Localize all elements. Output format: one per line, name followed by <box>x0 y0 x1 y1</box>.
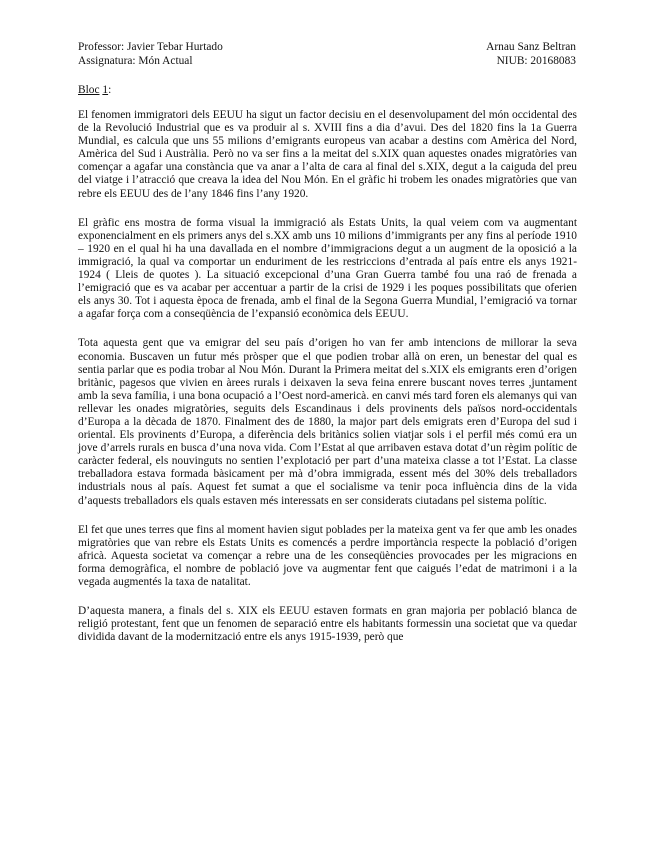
subject-line: Assignatura: Món Actual <box>78 55 193 67</box>
section-colon: : <box>108 84 112 96</box>
paragraph-3: Tota aquesta gent que va emigrar del seu país d’origen ho van fer amb intencions de millorar la seva economia. Buscaven un futur més pròsper que el que podien trobar allà on eren, un benestar del qual es sentia parlar que es podia trobar al Nou Món. Durant la Primera meitat del s.XIX els emigrants eren d’origen britànic, pagesos que vivien en àrees rurals i deixaven la seva feina enrere buscant noves terres ,juntament amb la seva família, i una bona ocupació a l’Oest nord-americà. en canvi més tard foren els alemanys qui van rellevar les onades migratòries, seguits dels Escandinaus i dels provinents dels països nord-occidentals d’Europa a la dècada de 1870. Finalment des de 1880, la major part dels emigrats eren d’Europa del sud i oriental. Els provinents d’Europa, a diferència dels britànics solien viatjar sols i el perfil més comú era un jove d’arrels rurals en busca d’una nova vida. Com l’Estat al que arribaven estava dotat d’un règim polític de caràcter federal, els nouvinguts no sentien l’explotació per part d’una mateixa classe a tot l’Estat. La classe treballadora estava formada bàsicament per mà d’obra immigrada, essent més del 30% dels treballadors industrials nous al país. Aquest fet sumat a que el socialisme va tenir poca influència dins de la vida d’aquests treballadors els quals estaven més interessats en ser considerats ciutadans pel sistema polític. <box>78 337 577 507</box>
section-heading <box>78 83 111 97</box>
paragraph-2: El gràfic ens mostra de forma visual la immigració als Estats Units, la qual veiem com va augmentant exponencialment en els primers anys del s.XX amb uns 10 milions d’immigrants per any fins al període 1910 – 1920 en el qual hi ha una davallada en el nombre d’immigracions degut a un augment de la oposició a la immigració, la qual va comportar un enduriment de les restriccions d’entrada al país entre els anys 1921-1924 ( Lleis de quotes ). La situació excepcional d’una Gran Guerra també fou una raó de frenada a l’emigració que es va acabar per accentuar a partir de la crisi de 1929 i les poques possibilitats que oferien els anys 30. Tot i aquesta època de frenada, amb el final de la Segona Guerra Mundial, l’emigració va tornar a agafar força com a conseqüència de l’expansió econòmica dels EEUU. <box>78 216 577 321</box>
student-name: Arnau Sanz Beltran <box>486 41 576 53</box>
professor-line: Professor: Javier Tebar Hurtado <box>78 41 223 53</box>
paragraph-5: D’aquesta manera, a finals del s. XIX els EEUU estaven formats en gran majoria per població blanca de religió protestant, fent que un fenomen de separació entre els habitants formessin una societat que va quedar dividida davant de la modernització entre els anys 1915-1939, però que <box>78 605 577 644</box>
section-number: 1 <box>102 84 109 96</box>
header-left <box>78 40 223 68</box>
student-id: NIUB: 20168083 <box>496 55 576 67</box>
paragraph-1: El fenomen immigratori dels EEUU ha sigut un factor decisiu en el desenvolupament del món occidental des de la Revolució Industrial que es va produir al s. XVIII fins a dia d’avui. Des del 1820 fins la 1a Guerra Mundial, es calcula que uns 55 milions d’emigrants europeus van acabar a destins com Amèrica del Nord, Amèrica del Sud i Austràlia. Però no va ser fins a la meitat del s.XIX quan aquestes onades migratòries van començar a agafar una constància que va anar a l’alta de cara al final del s.XIX, degut a la caiguda del preu del viatge i l’atracció que creava la idea del Nou Món. En el gràfic hi trobem les onades migratòries que van rebre els EEUU des de l’any 1846 fins l’any 1920. <box>78 109 577 200</box>
header-right <box>486 40 576 68</box>
paragraph-4: El fet que unes terres que fins al moment havien sigut poblades per la mateixa gent va fer que amb les onades migratòries que van rebre els Estats Units es comencés a perdre importància respecte la població d’origen africà. Aquesta societat va començar a rebre una de les conseqüències provocades per les migracions en forma demogràfica, el nombre de població jove va augmentar fent que caigués l’edat de matrimoni i a la vegada augmentés la taxa de natalitat. <box>78 523 577 588</box>
document-body <box>78 109 577 660</box>
section-label: Bloc <box>78 84 100 96</box>
